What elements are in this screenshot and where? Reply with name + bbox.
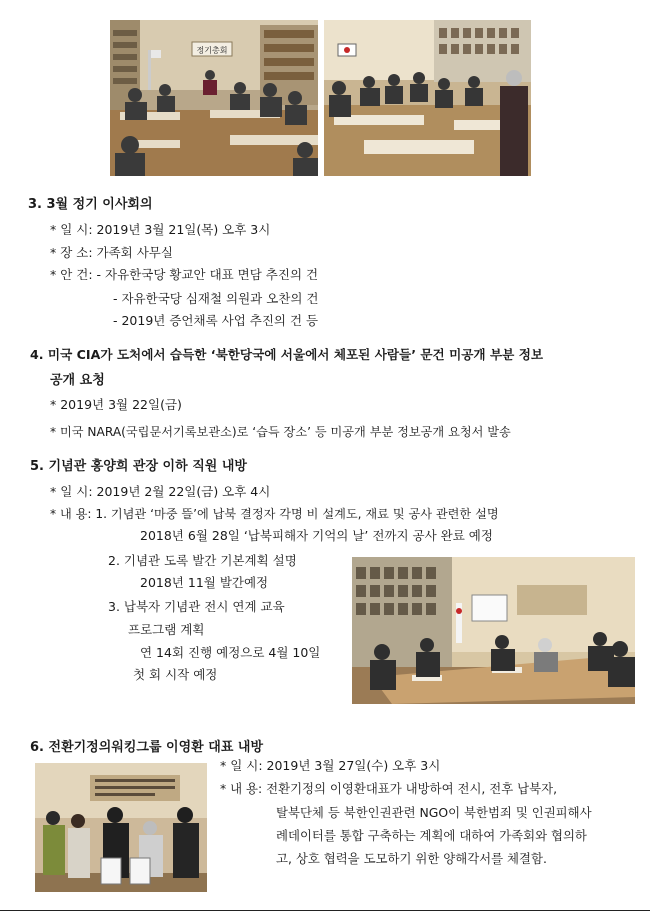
meeting-sign: 정기총회 <box>196 46 228 55</box>
meeting-photo-2 <box>324 20 531 176</box>
section-4-content: * 미국 NARA(국립문서기록보관소)로 ‘습득 장소’ 등 미공개 부분 정보공개 요청서 발송 <box>50 425 511 439</box>
section-5-item-2b: 2018년 11월 발간예정 <box>140 575 269 590</box>
meeting-photo-1 <box>110 20 318 176</box>
section-4-date: * 2019년 3월 22일(금) <box>50 397 182 412</box>
section-4-heading-line-2: 공개 요청 <box>50 373 105 388</box>
section-5-date: * 일 시: 2019년 2월 22일(금) 오후 4시 <box>50 484 271 499</box>
section-5-item-3d: 첫 회 시작 예정 <box>133 667 218 682</box>
section-5-item-1b: 2018년 6월 28일 ‘납북피해자 기억의 날’ 전까지 공사 완료 예정 <box>140 528 493 543</box>
section-5-heading: 5. 기념관 홍양희 관장 이하 직원 내방 <box>30 459 247 474</box>
section-5-item-1a: * 내 용: 1. 기념관 ‘마중 뜰’에 납북 결정자 각명 비 설계도, 재료 및 공사 관련한 설명 <box>50 507 499 521</box>
section-6-heading: 6. 전환기정의워킹그룹 이영환 대표 내방 <box>30 740 264 755</box>
section-5-item-3c: 연 14회 진행 예정으로 4월 10일 <box>140 645 321 660</box>
section-6-content-4: 고, 상호 협력을 도모하기 위한 양해각서를 체결함. <box>276 851 547 866</box>
section-3-agenda-1: * 안 건: - 자유한국당 황교안 대표 면담 추진의 건 <box>50 267 319 282</box>
section-6-content-2: 탈북단체 등 북한인권관련 NGO이 북한범죄 및 인권피해사 <box>276 805 592 820</box>
section-4-heading-line-1: 4. 미국 CIA가 도처에서 습득한 ‘북한당국에 서울에서 체포된 사람들’ 문건 미공개 부분 정보 <box>30 347 544 362</box>
section-5-item-2a: 2. 기념관 도록 발간 기본계획 설명 <box>108 553 297 568</box>
section-3-heading: 3. 3월 정기 이사회의 <box>28 197 153 212</box>
meeting-photo-3 <box>352 557 635 704</box>
section-6-content-1: * 내 용: 전환기정의 이영환대표가 내방하여 전시, 전후 납북자, <box>220 781 558 796</box>
section-3-agenda-2: - 자유한국당 심재철 의원과 오찬의 건 <box>113 291 319 306</box>
section-6-date: * 일 시: 2019년 3월 27일(수) 오후 3시 <box>220 758 441 773</box>
section-5-item-3b: 프로그램 계획 <box>128 622 205 637</box>
section-3-place: * 장 소: 가족회 사무실 <box>50 245 173 260</box>
mou-photo <box>35 763 207 892</box>
bottom-rule <box>0 910 650 911</box>
section-3-agenda-3: - 2019년 증언채록 사업 추진의 건 등 <box>113 313 319 328</box>
section-6-content-3: 례데이터를 통합 구축하는 계획에 대하여 가족회와 협의하 <box>276 828 587 843</box>
section-5-item-3a: 3. 납북자 기념관 전시 연계 교육 <box>108 599 285 614</box>
section-3-date: * 일 시: 2019년 3월 21일(목) 오후 3시 <box>50 222 271 237</box>
